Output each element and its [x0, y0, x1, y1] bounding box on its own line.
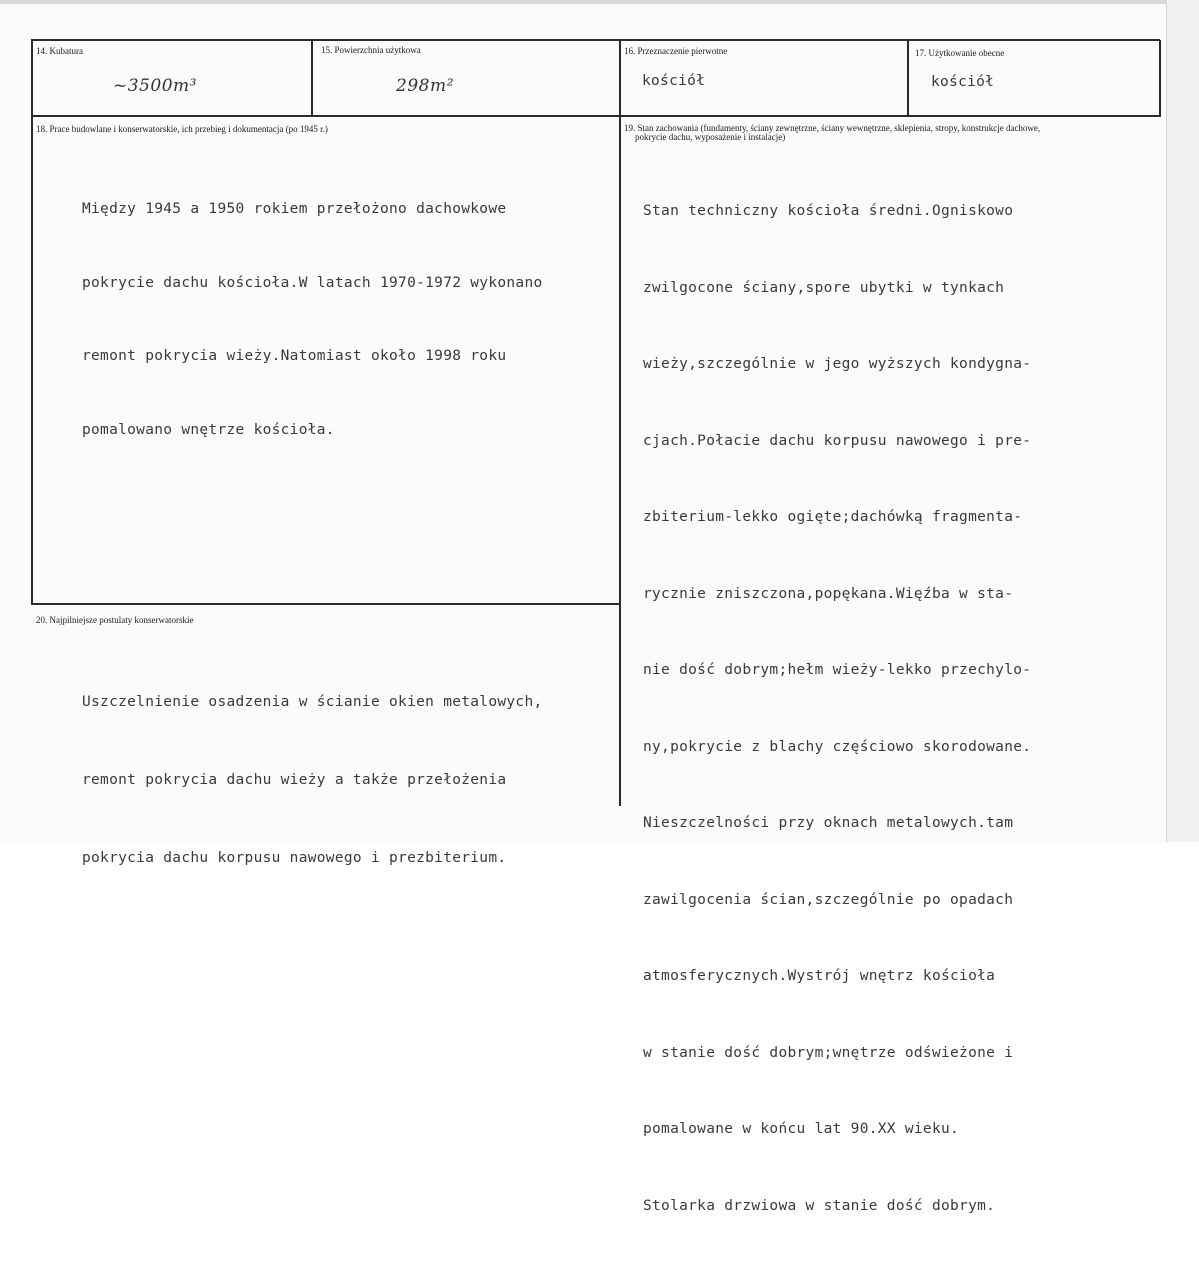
field-20-text — [82, 637, 543, 923]
field-19-line: Nieszczelności przy oknach metalowych.tam — [643, 815, 1014, 831]
page-edge-right — [1166, 0, 1199, 842]
rule-field20-top — [32, 603, 620, 605]
field-19-line: ny,pokrycie z blachy częściowo skorodowane. — [643, 738, 1032, 755]
rule-col-17 — [907, 40, 909, 116]
field-19-line: zawilgocenia ścian,szczególnie po opadach — [643, 891, 1014, 908]
field-20-line: pokrycia dachu korpusu nawowego i prezbiterium. — [82, 850, 507, 866]
field-19-line: w stanie dość dobrym;wnętrze odświeżone i — [643, 1044, 1014, 1061]
rule-center — [619, 40, 621, 806]
field-18-line: pomalowano wnętrze kościoła. — [82, 421, 335, 438]
field-20-line: remont pokrycia dachu wieży a także przełożenia — [82, 772, 507, 788]
field-16-label: 16. Przeznaczenie pierwotne — [624, 46, 728, 56]
rule-left — [31, 39, 33, 605]
field-19-line: pomalowane w końcu lat 90.XX wieku. — [643, 1121, 960, 1137]
field-19-line: zwilgocone ściany,spore ubytki w tynkach — [643, 279, 1005, 296]
field-14-label: 14. Kubatura — [36, 46, 83, 56]
field-19-line: rycznie zniszczona,popękana.Więźba w sta- — [643, 585, 1014, 602]
field-17-value: kościół — [931, 74, 995, 90]
field-19-line: nie dość dobrym;hełm wieży-lekko przechylo- — [643, 662, 1032, 678]
field-18-line: Między 1945 a 1950 rokiem przełożono dachowkowe — [82, 201, 507, 217]
field-16-value: kościół — [642, 73, 706, 89]
field-20-label: 20. Najpilniejsze postulaty konserwatorskie — [36, 615, 194, 625]
rule-col-15 — [311, 40, 313, 116]
field-19-line: Stolarka drzwiowa w stanie dość dobrym. — [643, 1197, 996, 1214]
rule-row1-bottom — [32, 115, 1160, 117]
field-20-line: Uszczelnienie osadzenia w ścianie okien metalowych, — [82, 694, 543, 710]
field-14-value: ~3500m³ — [113, 76, 197, 96]
field-19-label — [624, 124, 1040, 142]
field-19-line: atmosferycznych.Wystrój wnętrz kościoła — [643, 968, 996, 984]
field-15-label: 15. Powierzchnia użytkowa — [321, 45, 421, 55]
page-edge-top — [0, 0, 1199, 4]
field-19-label-line1: 19. Stan zachowania (fundamenty, ściany zewnętrzne, ściany wewnętrzne, sklepienia, stropy, konstrukcje dachowe, — [624, 123, 1041, 133]
field-17-label: 17. Użytkowanie obecne — [915, 48, 1005, 58]
rule-right — [1159, 40, 1161, 117]
field-19-line: zbiterium-lekko ogięte;dachówką fragmenta- — [643, 509, 1023, 525]
field-18-text — [82, 148, 543, 491]
field-19-line: cjach.Połacie dachu korpusu nawowego i pre- — [643, 432, 1032, 449]
field-19-label-line2: pokrycie dachu, wyposażenie i instalacje) — [635, 132, 786, 142]
field-18-line: pokrycie dachu kościoła.W latach 1970-1972 wykonano — [82, 274, 543, 291]
field-18-label: 18. Prace budowlane i konserwatorskie, ich przebieg i dokumentacja (po 1945 r.) — [36, 124, 328, 134]
field-19-line: Stan techniczny kościoła średni.Ogniskowo — [643, 203, 1014, 219]
field-19-text — [643, 148, 1031, 1270]
field-19-line: wieży,szczególnie w jego wyższych kondygna- — [643, 356, 1032, 372]
field-15-value: 298m² — [396, 76, 454, 96]
rule-top — [32, 39, 1160, 41]
field-18-line: remont pokrycia wieży.Natomiast około 1998 roku — [82, 348, 507, 364]
